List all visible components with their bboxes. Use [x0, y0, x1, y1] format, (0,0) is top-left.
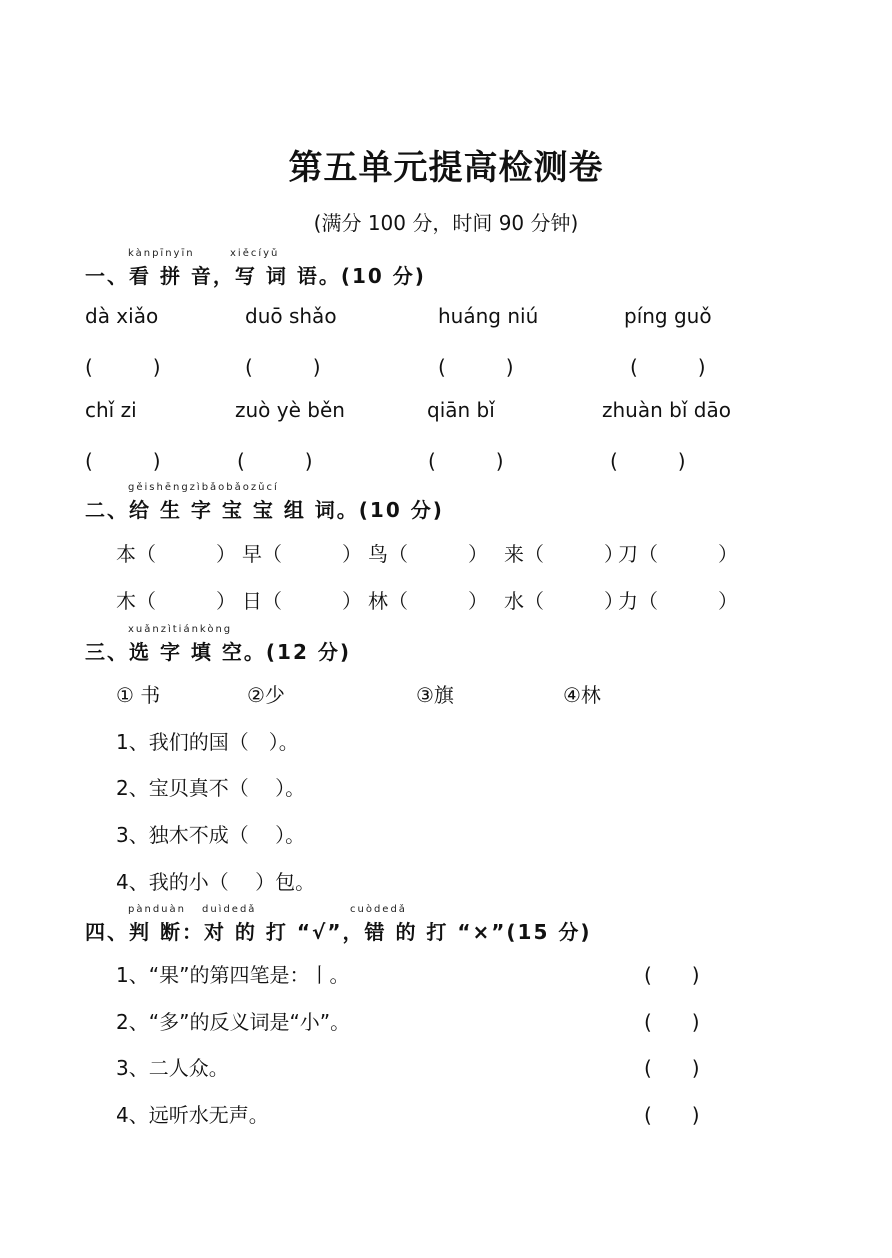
judge-mark[interactable]: ( ) [644, 1010, 700, 1034]
s4-ruby-c: cuòdedǎ [350, 904, 407, 915]
pinyin-4: píng guǒ [624, 304, 712, 328]
pinyin-6: zuò yè běn [235, 398, 345, 422]
s3-ruby: xuǎnzìtiánkòng [128, 624, 233, 635]
page-subtitle: (满分 100 分，时间 90 分钟) [313, 211, 579, 235]
section-4-heading: 四、判 断：对 的 打 “√”，错 的 打 “×”(15 分) [85, 920, 592, 944]
section-2-heading: 二、给 生 字 宝 宝 组 词。(10 分) [85, 498, 444, 522]
judge-item-4: 4、远听水无声。 [116, 1103, 269, 1127]
answer-blank[interactable]: ( ) [630, 355, 706, 379]
word-blank[interactable]: 日（ ） [242, 589, 362, 613]
page-title: 第五单元提高检测卷 [288, 148, 604, 188]
word-blank[interactable]: 林（ ） [368, 589, 488, 613]
option-3: ③旗 [416, 683, 454, 707]
s1-ruby-b: xiěcíyǔ [230, 248, 280, 259]
fill-question-2[interactable]: 2、宝贝真不（ ）。 [116, 776, 306, 800]
word-blank[interactable]: 本（ ） [116, 542, 236, 566]
pinyin-3: huáng niú [438, 304, 539, 328]
fill-question-3[interactable]: 3、独木不成（ ）。 [116, 823, 306, 847]
s1-ruby-a: kànpīnyīn [128, 248, 195, 259]
answer-blank[interactable]: ( ) [245, 355, 321, 379]
option-1: ① 书 [116, 683, 161, 707]
s4-ruby-a: pànduàn [128, 904, 186, 915]
word-blank[interactable]: 力（ ） [618, 589, 738, 613]
word-blank[interactable]: 木（ ） [116, 589, 236, 613]
option-4: ④林 [563, 683, 601, 707]
s2-ruby: gěishēngzìbǎobǎozǔcí [128, 482, 279, 493]
fill-question-1[interactable]: 1、我们的国（ ）。 [116, 730, 299, 754]
answer-blank[interactable]: ( ) [438, 355, 514, 379]
judge-mark[interactable]: ( ) [644, 1056, 700, 1080]
answer-blank[interactable]: ( ) [85, 449, 161, 473]
judge-item-1: 1、“果”的第四笔是：丨。 [116, 963, 350, 987]
word-blank[interactable]: 来（ ） [504, 542, 624, 566]
word-blank[interactable]: 水（ ） [504, 589, 624, 613]
word-blank[interactable]: 刀（ ） [618, 542, 738, 566]
answer-blank[interactable]: ( ) [85, 355, 161, 379]
s4-ruby-b: duìdedǎ [202, 904, 257, 915]
word-blank[interactable]: 鸟（ ） [368, 542, 488, 566]
pinyin-1: dà xiǎo [85, 304, 159, 328]
judge-mark[interactable]: ( ) [644, 1103, 700, 1127]
answer-blank[interactable]: ( ) [428, 449, 504, 473]
section-3-heading: 三、选 字 填 空。(12 分) [85, 640, 351, 664]
word-blank[interactable]: 早（ ） [242, 542, 362, 566]
option-2: ②少 [247, 683, 285, 707]
judge-item-2: 2、“多”的反义词是“小”。 [116, 1010, 351, 1034]
section-1-heading: 一、看 拼 音，写 词 语。(10 分) [85, 264, 426, 288]
answer-blank[interactable]: ( ) [610, 449, 686, 473]
judge-item-3: 3、二人众。 [116, 1056, 229, 1080]
pinyin-2: duō shǎo [245, 304, 337, 328]
pinyin-8: zhuàn bǐ dāo [602, 398, 731, 422]
fill-question-4[interactable]: 4、我的小（ ）包。 [116, 870, 316, 894]
pinyin-5: chǐ zi [85, 398, 137, 422]
judge-mark[interactable]: ( ) [644, 963, 700, 987]
pinyin-7: qiān bǐ [427, 398, 495, 422]
answer-blank[interactable]: ( ) [237, 449, 313, 473]
